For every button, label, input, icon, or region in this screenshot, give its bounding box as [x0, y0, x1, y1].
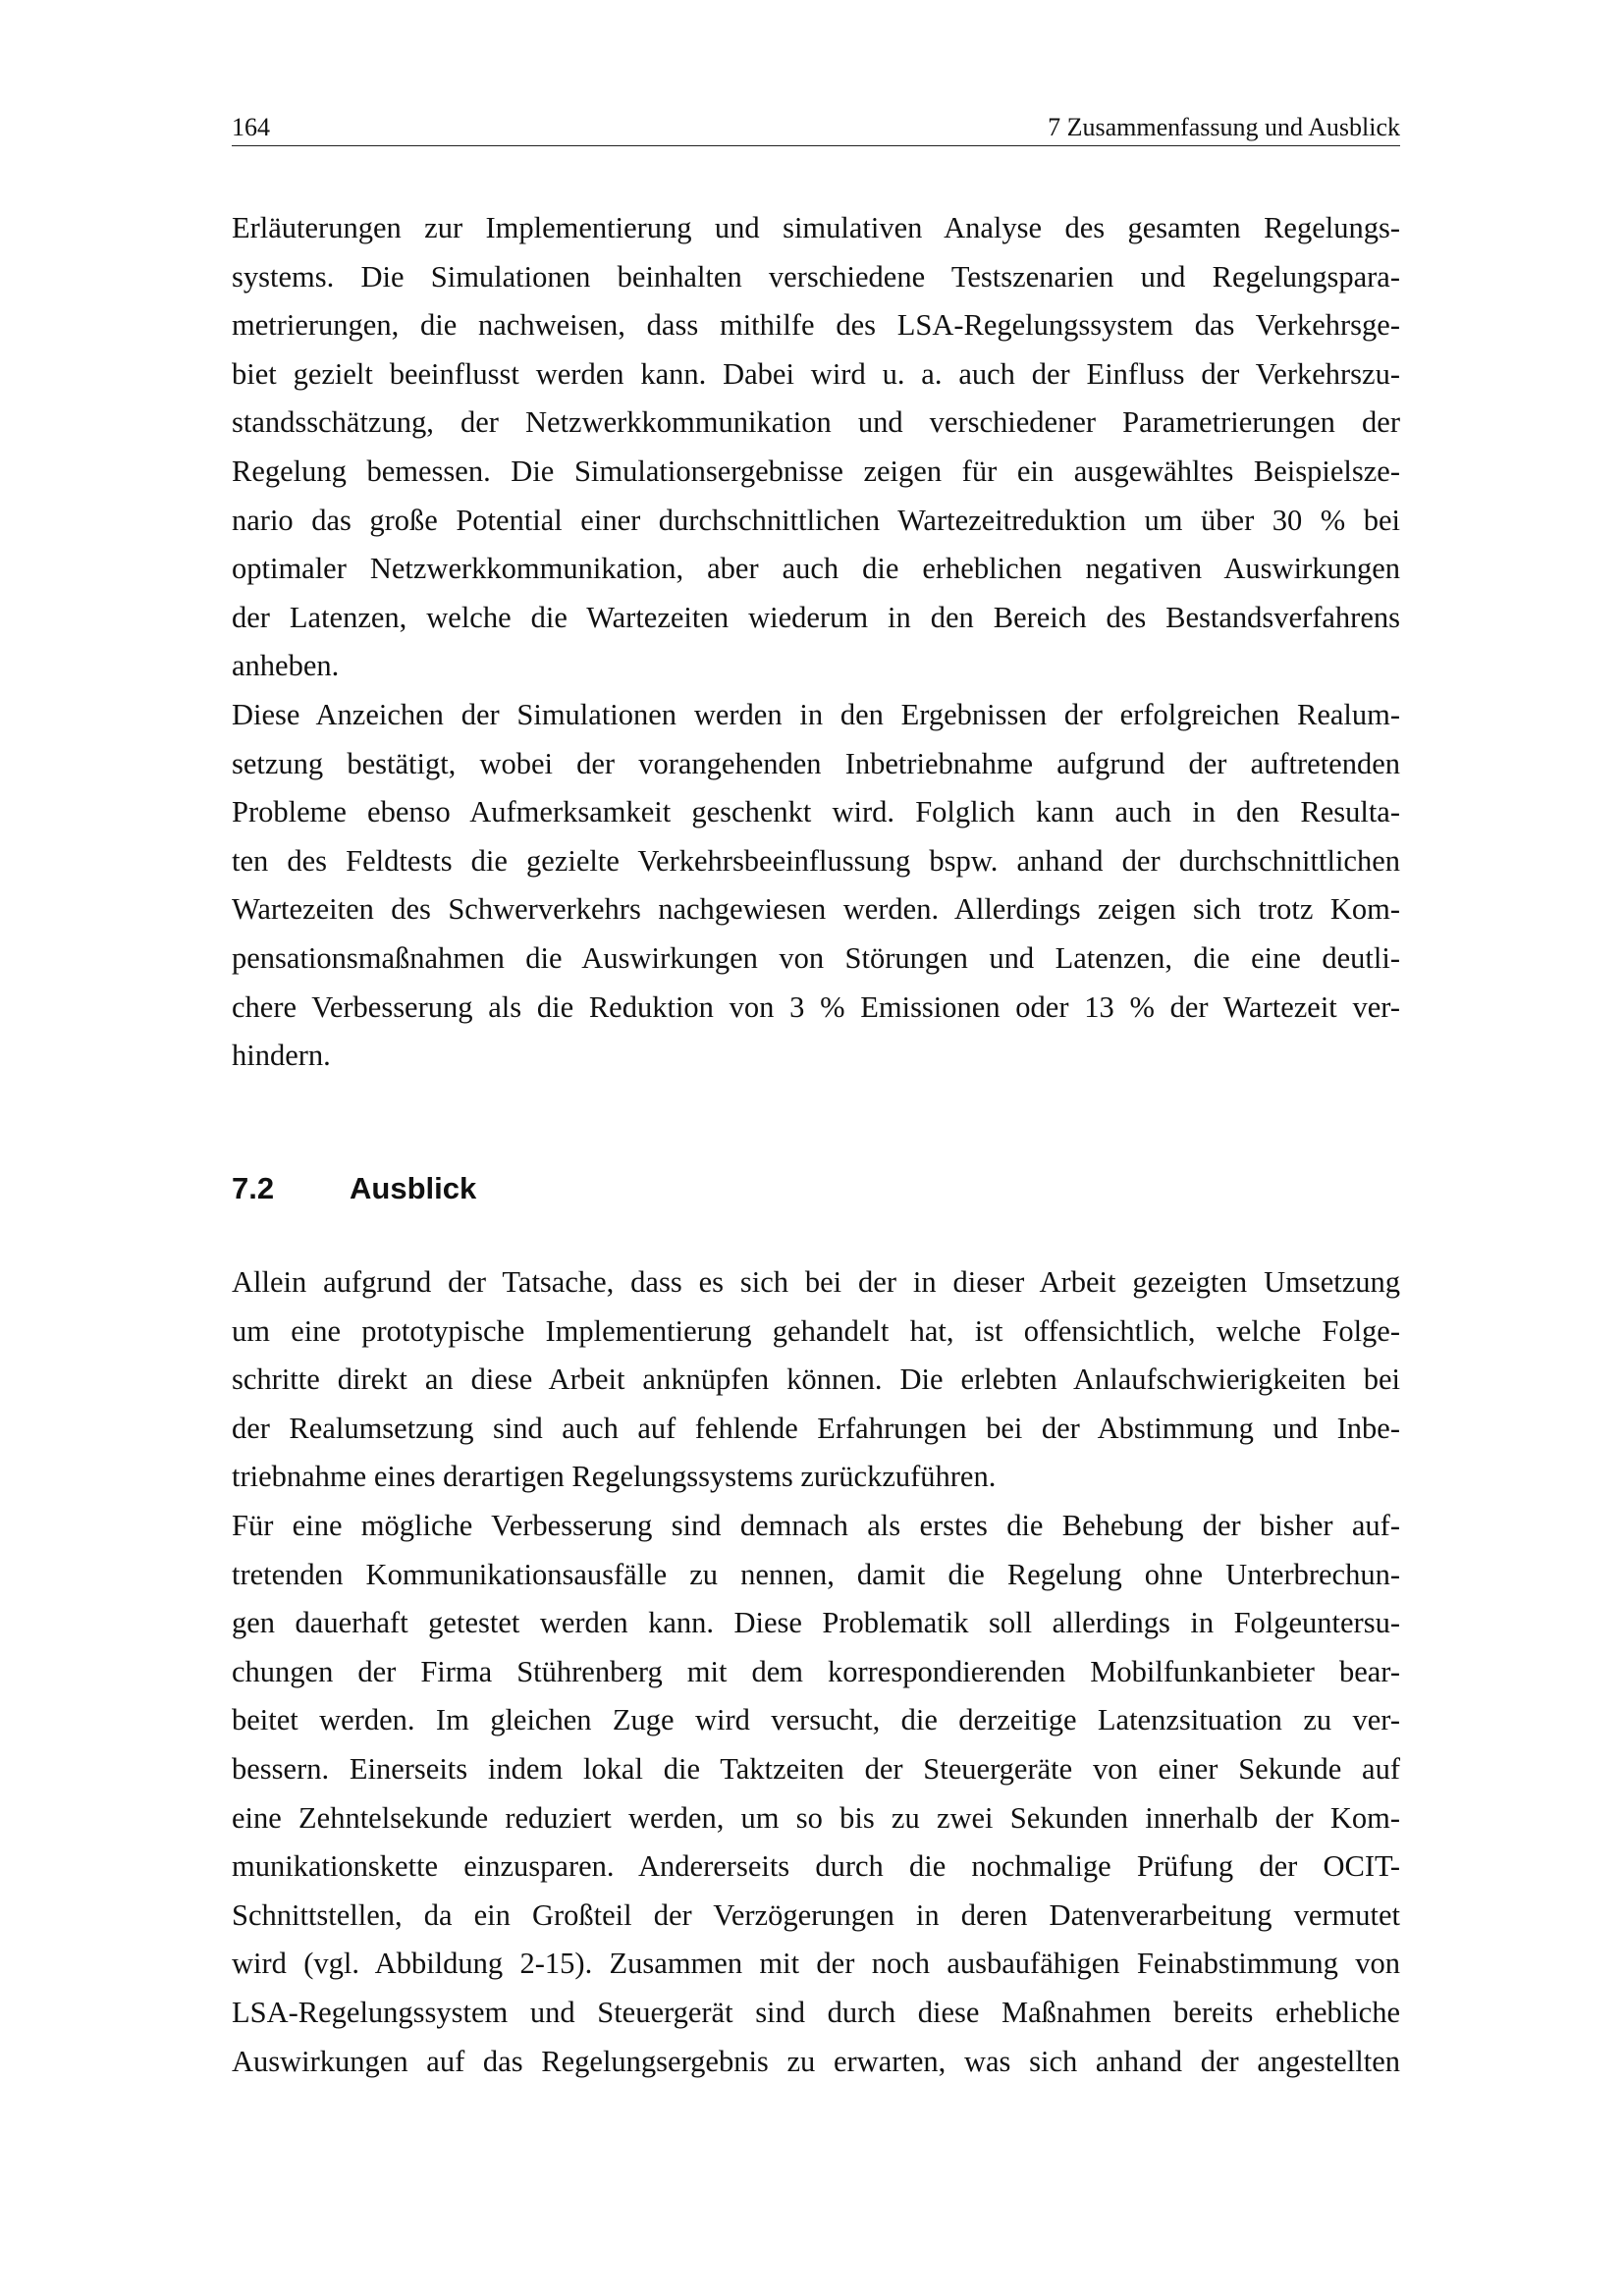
text-line: triebnahme eines derartigen Regelungssystems zurückzuführen. — [232, 1460, 997, 1494]
chapter-title: 7 Zusammenfassung und Ausblick — [1048, 113, 1400, 141]
text-line: LSA-Regelungssystem und Steuergerät sind durch diese Maßnahmen bereits erhebliche — [232, 1995, 1400, 2029]
text-line: der Realumsetzung sind auch auf fehlende Erfahrungen bei der Abstimmung und Inbe- — [232, 1411, 1400, 1445]
text-line: tretenden Kommunikationsausfälle zu nennen, damit die Regelung ohne Unterbrechun- — [232, 1557, 1400, 1591]
text-line: systems. Die Simulationen beinhalten verschiedene Testszenarien und Regelungspara- — [232, 259, 1400, 294]
text-line: eine Zehntelsekunde reduziert werden, um so bis zu zwei Sekunden innerhalb der Kom- — [232, 1800, 1400, 1835]
text-line: biet gezielt beeinflusst werden kann. Dabei wird u. a. auch der Einfluss der Verkehrszu- — [232, 356, 1400, 391]
paragraph-outlook — [232, 1258, 1400, 2086]
text-line: chere Verbesserung als die Reduktion von 3 % Emissionen oder 13 % der Wartezeit ver- — [232, 989, 1400, 1024]
text-line: Schnittstellen, da ein Großteil der Verzögerungen in deren Datenverarbeitung vermutet — [232, 1897, 1400, 1932]
text-line: Erläuterungen zur Implementierung und simulativen Analyse des gesamten Regelungs- — [232, 211, 1400, 244]
text-line: der Latenzen, welche die Wartezeiten wiederum in den Bereich des Bestandsverfahrens — [232, 600, 1400, 634]
text-line: gen dauerhaft getestet werden kann. Diese Problematik soll allerdings in Folgeuntersu- — [232, 1606, 1400, 1640]
text-line: hindern. — [232, 1039, 331, 1073]
section-title: Ausblick — [350, 1171, 477, 1205]
text-line: nario das große Potential einer durchschnittlichen Wartezeitreduktion um über 30 % bei — [232, 503, 1400, 537]
text-line: munikationskette einzusparen. Andererseits durch die nochmalige Prüfung der OCIT- — [232, 1849, 1400, 1884]
text-line: optimaler Netzwerkkommunikation, aber auch die erheblichen negativen Auswirkungen — [232, 552, 1400, 586]
text-line: beitet werden. Im gleichen Zuge wird versucht, die derzeitige Latenzsituation zu ver- — [232, 1703, 1400, 1737]
text-line: Probleme ebenso Aufmerksamkeit geschenkt wird. Folglich kann auch in den Resulta- — [232, 795, 1400, 829]
text-line: schritte direkt an diese Arbeit anknüpfen können. Die erlebten Anlaufschwierigkeiten bei — [232, 1362, 1400, 1397]
text-line: Diese Anzeichen der Simulationen werden in den Ergebnissen der erfolgreichen Realum- — [232, 697, 1400, 731]
text-line: Wartezeiten des Schwerverkehrs nachgewiesen werden. Allerdings zeigen sich trotz Kom- — [232, 892, 1400, 927]
paragraph-summary — [232, 204, 1400, 1081]
text-line: Regelung bemessen. Die Simulationsergebnisse zeigen für ein ausgewähltes Beispielsze- — [232, 454, 1400, 488]
text-line: metrierungen, die nachweisen, dass mithilfe des LSA-Regelungssystem das Verkehrsge- — [232, 308, 1400, 343]
text-line: bessern. Einerseits indem lokal die Taktzeiten der Steuergeräte von einer Sekunde auf — [232, 1751, 1400, 1786]
text-line: pensationsmaßnahmen die Auswirkungen von Störungen und Latenzen, die eine deutli- — [232, 940, 1400, 975]
text-line: setzung bestätigt, wobei der vorangehenden Inbetriebnahme aufgrund der auftretenden — [232, 746, 1400, 780]
text-line: Auswirkungen auf das Regelungsergebnis zu erwarten, was sich anhand der angestellten — [232, 2044, 1400, 2078]
section-number: 7.2 — [232, 1171, 275, 1205]
text-line: chungen der Firma Stührenberg mit dem korrespondierenden Mobilfunkanbieter bear- — [232, 1654, 1400, 1688]
page-number: 164 — [232, 113, 270, 141]
text-line: standsschätzung, der Netzwerkkommunikation und verschiedener Parametrierungen der — [232, 405, 1400, 440]
text-line: Allein aufgrund der Tatsache, dass es sich bei der in dieser Arbeit gezeigten Umsetzung — [232, 1265, 1400, 1299]
text-line: ten des Feldtests die gezielte Verkehrsbeeinflussung bspw. anhand der durchschnittlichen — [232, 843, 1400, 878]
text-line: um eine prototypische Implementierung gehandelt hat, ist offensichtlich, welche Folge- — [232, 1313, 1400, 1348]
text-line: Für eine mögliche Verbesserung sind demnach als erstes die Behebung der bisher auf- — [232, 1508, 1400, 1542]
text-line: anheben. — [232, 649, 340, 683]
text-line: wird (vgl. Abbildung 2-15). Zusammen mit der noch ausbaufähigen Feinabstimmung von — [232, 1947, 1400, 1981]
running-header — [232, 110, 1400, 146]
